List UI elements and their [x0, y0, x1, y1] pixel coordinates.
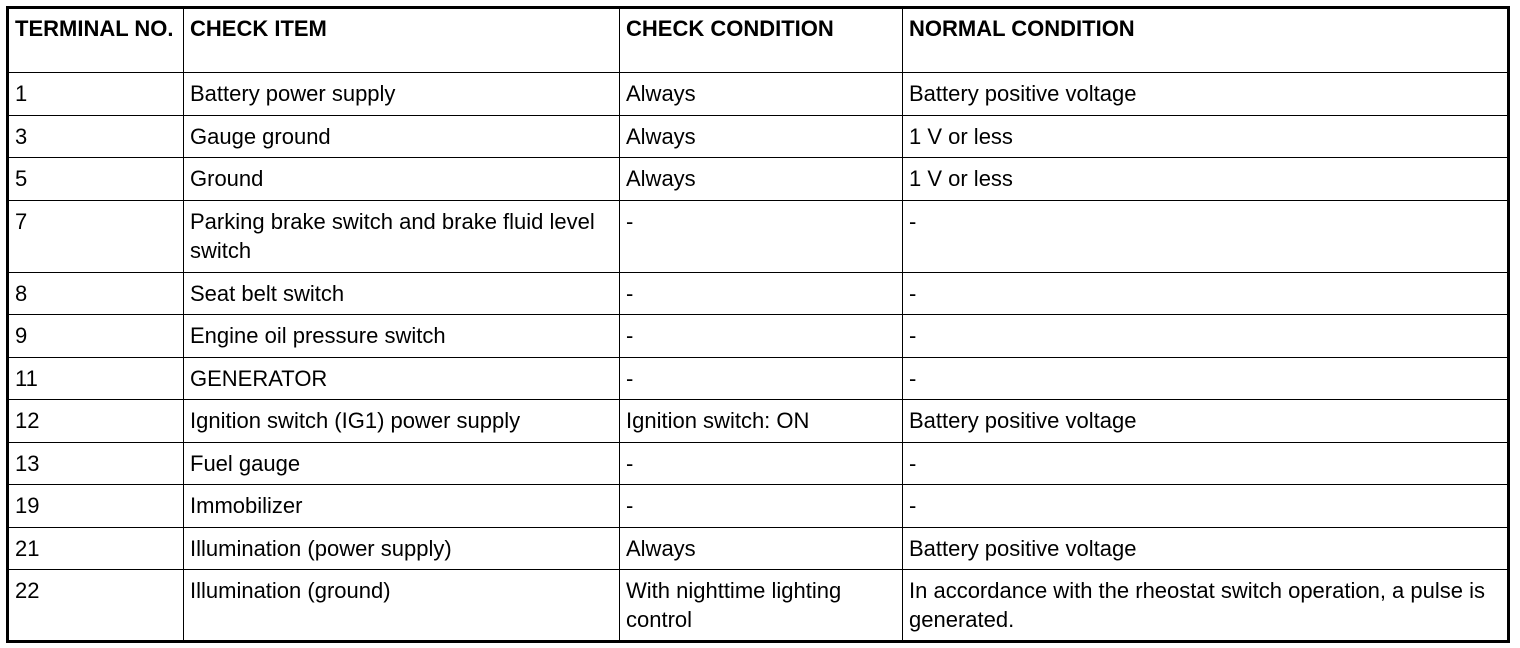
header-normal-condition: NORMAL CONDITION — [903, 8, 1509, 73]
terminal-cell: 22 — [8, 570, 184, 642]
normal-condition-cell: 1 V or less — [903, 115, 1509, 158]
check-item-cell: Gauge ground — [184, 115, 620, 158]
normal-condition-cell: - — [903, 200, 1509, 272]
check-item-cell: Engine oil pressure switch — [184, 315, 620, 358]
header-check-condition: CHECK CONDITION — [620, 8, 903, 73]
check-condition-cell: Always — [620, 158, 903, 201]
normal-condition-cell: - — [903, 315, 1509, 358]
check-condition-cell: - — [620, 272, 903, 315]
table-row — [8, 115, 1509, 158]
header-terminal-no: TERMINAL NO. — [8, 8, 184, 73]
terminal-cell: 21 — [8, 527, 184, 570]
normal-condition-cell: 1 V or less — [903, 158, 1509, 201]
check-condition-cell: - — [620, 200, 903, 272]
terminal-cell: 8 — [8, 272, 184, 315]
check-item-cell: Parking brake switch and brake fluid level switch — [184, 200, 620, 272]
terminal-cell: 5 — [8, 158, 184, 201]
table-row — [8, 272, 1509, 315]
check-condition-cell: Always — [620, 115, 903, 158]
check-item-cell: GENERATOR — [184, 357, 620, 400]
check-condition-cell: Always — [620, 527, 903, 570]
normal-condition-cell: Battery positive voltage — [903, 527, 1509, 570]
normal-condition-cell: - — [903, 442, 1509, 485]
terminal-cell: 1 — [8, 73, 184, 116]
check-condition-cell: - — [620, 315, 903, 358]
normal-condition-cell: - — [903, 485, 1509, 528]
check-item-cell: Ignition switch (IG1) power supply — [184, 400, 620, 443]
normal-condition-cell: Battery positive voltage — [903, 400, 1509, 443]
table-row — [8, 485, 1509, 528]
terminal-cell: 13 — [8, 442, 184, 485]
terminal-cell: 9 — [8, 315, 184, 358]
check-item-cell: Battery power supply — [184, 73, 620, 116]
table-row — [8, 400, 1509, 443]
terminal-cell: 7 — [8, 200, 184, 272]
check-condition-cell: Ignition switch: ON — [620, 400, 903, 443]
terminal-cell: 3 — [8, 115, 184, 158]
check-item-cell: Illumination (power supply) — [184, 527, 620, 570]
terminal-check-table — [6, 6, 1510, 643]
check-item-cell: Fuel gauge — [184, 442, 620, 485]
terminal-cell: 12 — [8, 400, 184, 443]
normal-condition-cell: - — [903, 272, 1509, 315]
check-item-cell: Immobilizer — [184, 485, 620, 528]
table-row — [8, 158, 1509, 201]
table-row — [8, 200, 1509, 272]
table-row — [8, 315, 1509, 358]
check-condition-cell: - — [620, 485, 903, 528]
table-row — [8, 527, 1509, 570]
normal-condition-cell: - — [903, 357, 1509, 400]
terminal-cell: 11 — [8, 357, 184, 400]
check-condition-cell: - — [620, 442, 903, 485]
terminal-cell: 19 — [8, 485, 184, 528]
check-condition-cell: - — [620, 357, 903, 400]
normal-condition-cell: In accordance with the rheostat switch operation, a pulse is generated. — [903, 570, 1509, 642]
check-condition-cell: Always — [620, 73, 903, 116]
header-check-item: CHECK ITEM — [184, 8, 620, 73]
check-item-cell: Seat belt switch — [184, 272, 620, 315]
normal-condition-cell: Battery positive voltage — [903, 73, 1509, 116]
check-condition-cell: With nighttime lighting control — [620, 570, 903, 642]
table-row — [8, 570, 1509, 642]
check-item-cell: Ground — [184, 158, 620, 201]
table-row — [8, 442, 1509, 485]
table-row — [8, 73, 1509, 116]
table-header-row — [8, 8, 1509, 73]
check-item-cell: Illumination (ground) — [184, 570, 620, 642]
table-row — [8, 357, 1509, 400]
